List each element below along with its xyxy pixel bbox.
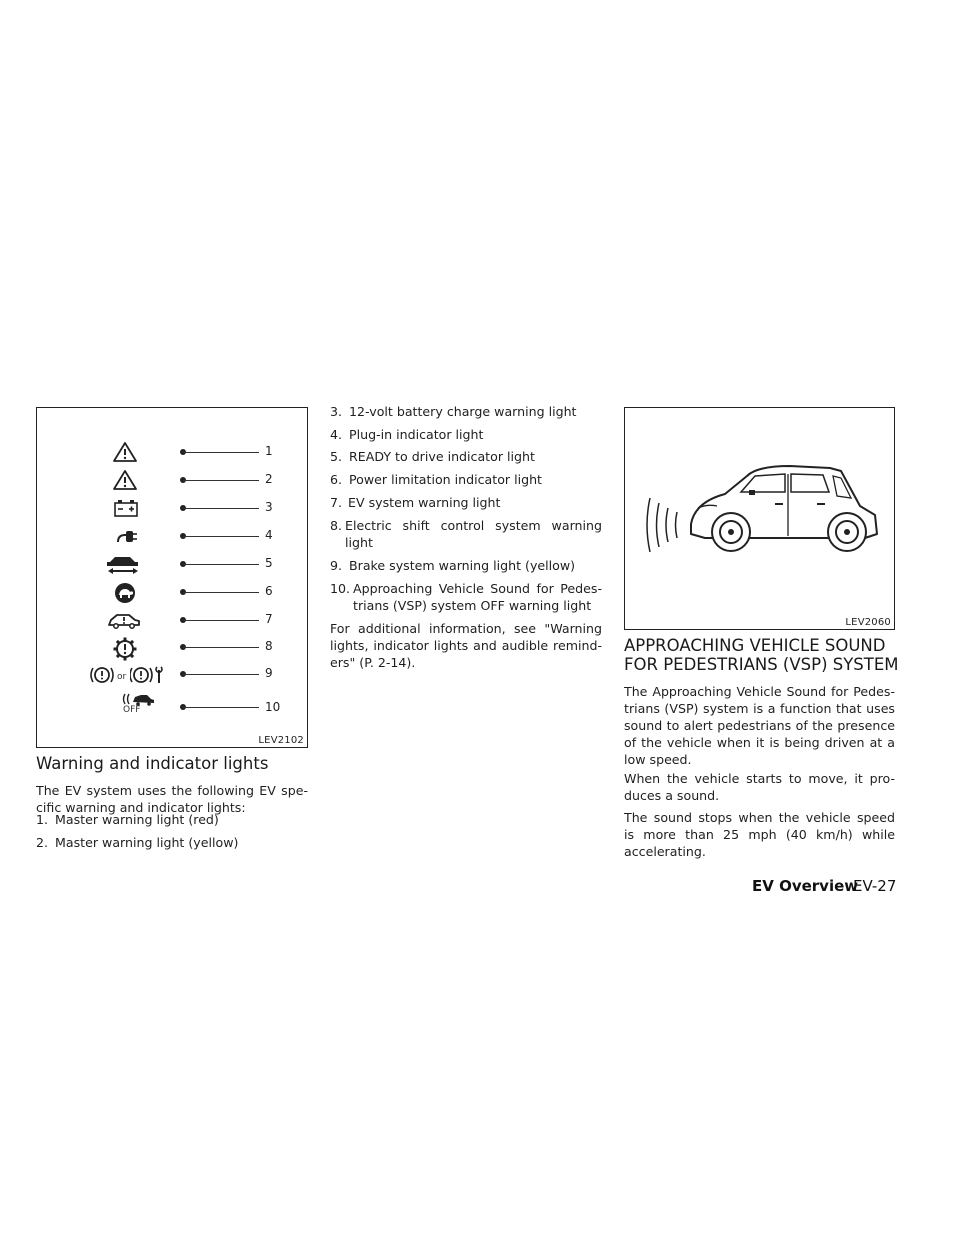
vsp-paragraph-2: When the vehicle starts to move, it pro-duces a sound. [624, 771, 895, 803]
legend-number: 2 [265, 472, 273, 486]
legend-number: 8 [265, 639, 273, 653]
legend-row-2 [37, 470, 307, 490]
brake-wrench-warning-icon [130, 664, 164, 686]
car-icon [691, 466, 877, 551]
leader-line [183, 674, 259, 675]
list-item: 10. Approaching Vehicle Sound for Pedes-trians (VSP) system OFF warning light [330, 581, 602, 613]
page-number: EV-27 [853, 877, 897, 895]
leader-line [183, 536, 259, 537]
legend-number: 3 [265, 500, 273, 514]
legend-number: 5 [265, 556, 273, 570]
sound-waves-icon [647, 498, 677, 552]
off-label: OFF [123, 705, 141, 715]
legend-row-9 [37, 664, 307, 684]
indicator-lights-figure [36, 407, 308, 748]
list-item: 1. Master warning light (red) [36, 812, 219, 827]
vsp-paragraph-3: The sound stops when the vehicle speed is more than 25 mph (40 km/h) while accelerating. [624, 810, 895, 859]
legend-number: 6 [265, 584, 273, 598]
legend-row-7 [37, 610, 307, 630]
ready-car-icon [105, 554, 141, 576]
list-item: 3. 12-volt battery charge warning light [330, 404, 577, 419]
leader-line [183, 707, 259, 708]
figure-code: LEV2060 [845, 617, 891, 628]
legend-row-6 [37, 582, 307, 602]
vsp-off-icon [121, 692, 157, 706]
figure-code: LEV2102 [258, 735, 304, 746]
leader-line [183, 564, 259, 565]
list-item: 2. Master warning light (yellow) [36, 835, 239, 850]
legend-row-5 [37, 554, 307, 574]
legend-number: 7 [265, 612, 273, 626]
leader-line [183, 647, 259, 648]
legend-row-3 [37, 498, 307, 518]
legend-number: 1 [265, 444, 273, 458]
vsp-heading: APPROACHING VEHICLE SOUND FOR PEDESTRIANS (VSP) SYSTEM [624, 636, 899, 674]
warning-triangle-icon [113, 470, 137, 490]
list-item: 8. Electric shift control system warning light [330, 518, 602, 550]
footer-section-title: EV Overview [752, 877, 859, 895]
leader-line [183, 620, 259, 621]
leader-line [183, 452, 259, 453]
legend-number: 4 [265, 528, 273, 542]
list-item: 9. Brake system warning light (yellow) [330, 558, 576, 573]
list-item: 7. EV system warning light [330, 495, 501, 510]
list-item: 4. Plug-in indicator light [330, 427, 484, 442]
plug-icon [115, 526, 139, 546]
or-label: or [117, 672, 127, 682]
battery-icon [113, 498, 139, 518]
vsp-paragraph-1: The Approaching Vehicle Sound for Pedes-trians (VSP) system is a function that uses sound to alert pedestrians of the presence of the vehicle when it is being driven at a low speed. [624, 684, 895, 767]
warning-triangle-icon [113, 442, 137, 462]
car-sound-illustration [625, 408, 894, 629]
leader-line [183, 508, 259, 509]
intro-paragraph: The EV system uses the following EV spe-cific warning and indicator lights: [36, 783, 308, 815]
vsp-car-figure [624, 407, 895, 630]
section-heading: Warning and indicator lights [36, 754, 269, 773]
legend-row-1 [37, 442, 307, 462]
ev-car-warning-icon [107, 610, 141, 630]
leader-line [183, 480, 259, 481]
legend-number: 10 [265, 700, 281, 714]
reference-paragraph: For additional information, see "Warning lights, indicator lights and audible remind-ers" (P. 2-14). [330, 621, 602, 670]
legend-row-8 [37, 637, 307, 657]
list-item: 6. Power limitation indicator light [330, 472, 542, 487]
list-item: 5. READY to drive indicator light [330, 449, 535, 464]
legend-number: 9 [265, 666, 273, 680]
legend-row-4 [37, 526, 307, 546]
gear-warning-icon [113, 637, 137, 661]
leader-line [183, 592, 259, 593]
legend-row-10 [37, 692, 307, 715]
turtle-icon [114, 582, 136, 604]
brake-warning-icon [89, 664, 115, 686]
